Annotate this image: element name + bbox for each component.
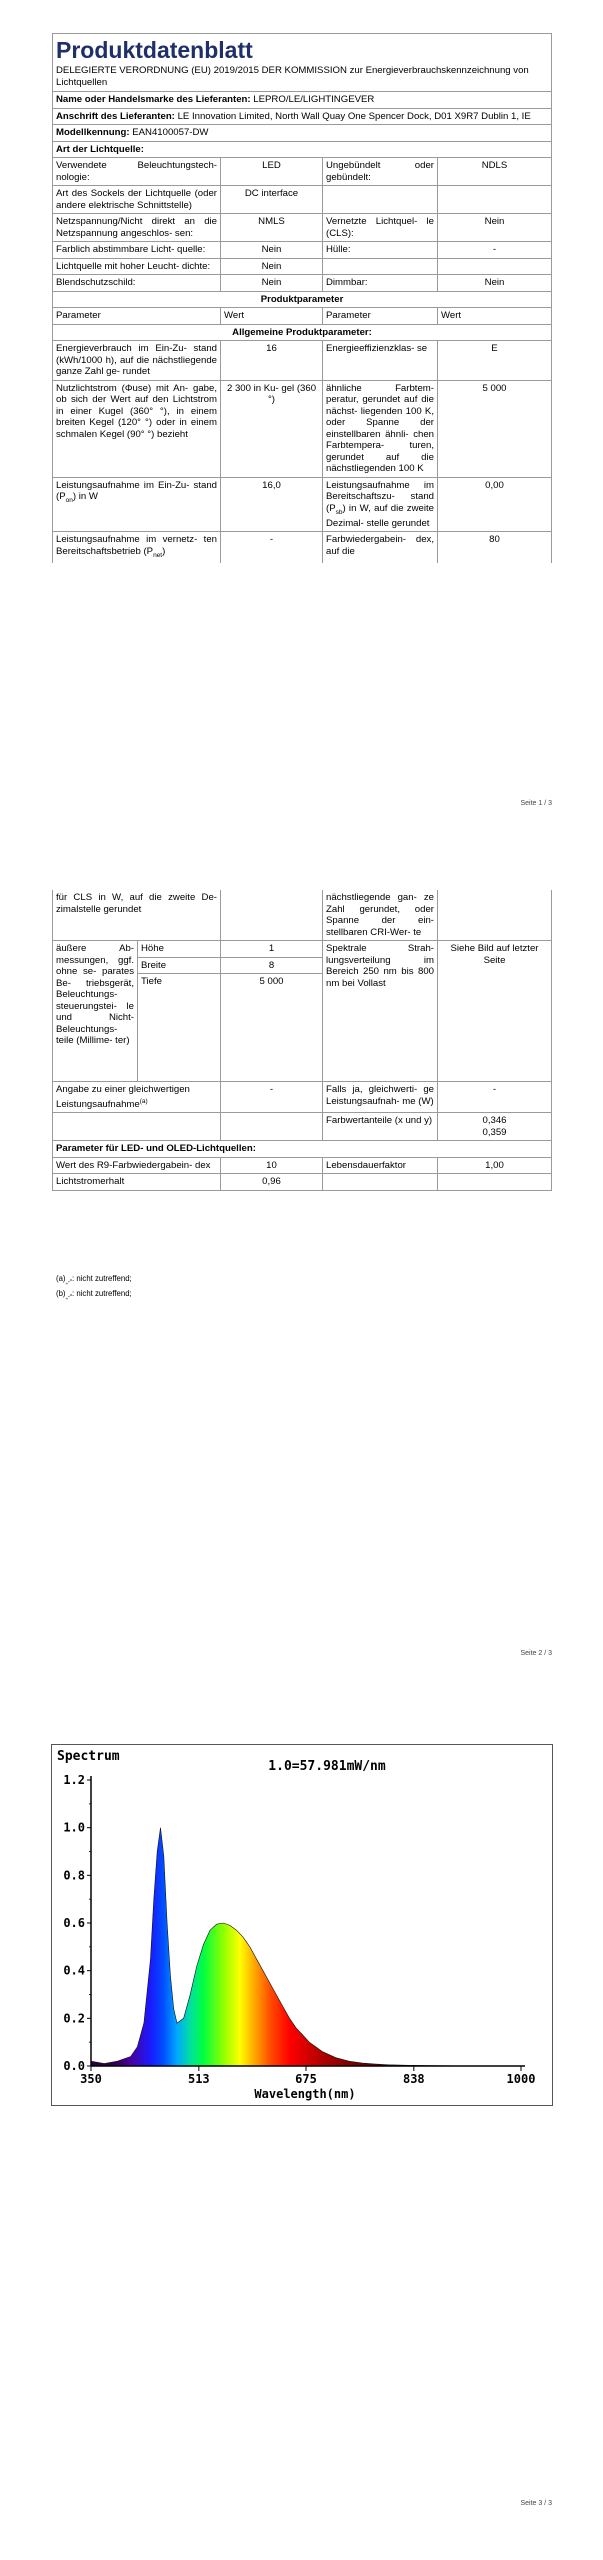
footnotes [56, 1273, 132, 1302]
empty-cell [438, 1174, 552, 1191]
product-parameters-header: Produktparameter [53, 291, 552, 308]
page-number: Seite 3 / 3 [520, 2500, 552, 2507]
x-tick-label: 675 [295, 2072, 317, 2086]
tunable-value: Nein [221, 242, 323, 259]
chart-annotation: 1.0=57.981mW/nm [268, 1759, 386, 1774]
column-header-parameter: Parameter [53, 308, 221, 325]
energy-consumption-value: 16 [221, 341, 323, 381]
y-tick-label: 0.0 [63, 2059, 85, 2073]
envelope-label: Hülle: [323, 242, 438, 259]
mains-value: NMLS [221, 214, 323, 242]
equivalent-power-label: Angabe zu einer gleichwertigen Leistungsaufnahme$^{(a)}$ [53, 1082, 221, 1113]
x-tick-label: 513 [187, 2072, 210, 2086]
useful-flux-label: Nutzlichtstrom (Φuse) mit An- gabe, ob sich der Wert auf den Lichtstrom in einer Kugel (360° °), in einem breiten Kegel (120° °) oder in einem schmalen Kegel (90° °) bezieht [53, 380, 221, 477]
address-label: Anschrift des Lieferanten: [56, 110, 175, 122]
cap-type-label: Art des Sockels der Lichtquelle (oder andere elektrische Schnittstelle) [53, 186, 221, 214]
technology-label: Verwendete Beleuchtungstech- nologie: [53, 158, 221, 186]
supplier-row [53, 92, 552, 109]
energy-consumption-label: Energieverbrauch im Ein-Zu- stand (kWh/1000 h), auf die nächstliegende ganze Zahl ge- rundet [53, 341, 221, 381]
light-source-type-header: Art der Lichtquelle: [53, 141, 552, 158]
survival-factor-value: 1,00 [438, 1157, 552, 1174]
energy-class-value: E [438, 341, 552, 381]
high-luminance-value: Nein [221, 258, 323, 275]
footnote-a: $(a)_{„-“}$: nicht zutreffend; [56, 1274, 132, 1286]
column-header-parameter: Parameter [323, 308, 438, 325]
y-tick-label: 1.2 [63, 1773, 85, 1787]
survival-factor-label: Lebensdauerfaktor [323, 1157, 438, 1174]
width-label: Breite [138, 957, 221, 974]
supplier-value: LEPRO/LE/LIGHTINGEVER [253, 94, 375, 105]
equivalent-power-w-label: Falls ja, gleichwerti- ge Leistungsaufnah- me (W) [323, 1082, 438, 1113]
footnote-b: $(b)_{„-“}$: nicht zutreffend; [56, 1288, 132, 1301]
spectrum-chart [51, 1744, 553, 2106]
empty-cell [438, 890, 552, 941]
envelope-value: - [438, 242, 552, 259]
y-tick-label: 1.0 [63, 1820, 85, 1835]
chart-title: Spectrum [57, 1749, 120, 1764]
height-label: Höhe [138, 941, 221, 958]
x-tick-label: 1000 [506, 2072, 536, 2086]
y-tick-label: 0.8 [63, 1868, 85, 1883]
page-2 [0, 850, 603, 1680]
general-parameters-header: Allgemeine Produktparameter: [53, 324, 552, 341]
empty-cell [221, 1113, 323, 1141]
technology-value: LED [221, 158, 323, 186]
empty-cell [323, 258, 438, 275]
empty-cell [323, 186, 438, 214]
cls-value: Nein [438, 214, 552, 242]
chromaticity-y: 0,359 [482, 1126, 507, 1138]
directional-label: Ungebündelt oder gebündelt: [323, 158, 438, 186]
r9-label: Wert des R9-Farbwiedergabein- dex [53, 1157, 221, 1174]
column-header-value: Wert [221, 308, 323, 325]
page-1 [0, 0, 603, 830]
dimmable-value: Nein [438, 275, 552, 292]
model-label: Modellkennung: [56, 127, 130, 138]
empty-cell [438, 186, 552, 214]
address-row [53, 108, 552, 125]
empty-cell [53, 1113, 221, 1141]
chromaticity-value [438, 1113, 552, 1141]
lumen-maintenance-label: Lichtstromerhalt [53, 1174, 221, 1191]
anti-glare-label: Blendschutzschild: [53, 275, 221, 292]
equivalent-power-w-value: - [438, 1082, 552, 1113]
depth-value: 5 000 [221, 974, 323, 1082]
column-header-value: Wert [438, 308, 552, 325]
cri-label: Farbwiedergabein- dex, auf die [323, 532, 438, 563]
page-3 [0, 1700, 603, 2560]
x-tick-label: 838 [402, 2072, 425, 2086]
regulation-subtitle: DELEGIERTE VERORDNUNG (EU) 2019/2015 DER KOMMISSION zur Energieverbrauchskennzeichnung von Lichtquellen [56, 65, 529, 88]
datasheet-table-2 [52, 890, 552, 1191]
on-mode-power-value: 16,0 [221, 477, 323, 532]
energy-class-label: Energieeffizienzklas- se [323, 341, 438, 381]
y-tick-label: 0.2 [63, 2011, 85, 2026]
datasheet-table-1 [52, 33, 552, 563]
depth-label: Tiefe [138, 974, 221, 1082]
cct-value: 5 000 [438, 380, 552, 477]
y-tick-label: 0.6 [63, 1916, 85, 1930]
anti-glare-value: Nein [221, 275, 323, 292]
cct-label: ähnliche Farbtem- peratur, gerundet auf die nächst- liegenden 100 K, oder Spanne der einstellbaren ähnli- chen Farbtempera- turen, gerundet auf die nächstliegenden 100 K [323, 380, 438, 477]
tunable-label: Farblich abstimmbare Licht- quelle: [53, 242, 221, 259]
directional-value: NDLS [438, 158, 552, 186]
width-value: 8 [221, 957, 323, 974]
model-row [53, 125, 552, 142]
address-value: LE Innovation Limited, North Wall Quay One Spencer Dock, D01 X9R7 Dublin 1, IE [177, 110, 531, 122]
useful-flux-value: 2 300 in Ku- gel (360 °) [221, 380, 323, 477]
spectral-label: Spektrale Strah- lungsverteilung im Bereich 250 nm bis 800 nm bei Vollast [323, 941, 438, 1082]
empty-cell [438, 258, 552, 275]
page-number: Seite 2 / 3 [520, 1650, 552, 1657]
chromaticity-label: Farbwertanteile (x und y) [323, 1113, 438, 1141]
networked-standby-label: Leistungsaufnahme im vernetz- ten Bereitschaftsbetrieb $(P_{net})$ [53, 532, 221, 563]
mains-label: Netzspannung/Nicht direkt an die Netzspannung angeschlos- sen: [53, 214, 221, 242]
spectral-value: Siehe Bild auf letzter Seite [438, 941, 552, 1082]
equivalent-power-value: - [221, 1082, 323, 1113]
networked-standby-value: - [221, 532, 323, 563]
supplier-label: Name oder Handelsmarke des Lieferanten: [56, 94, 251, 105]
cri-label-cont: nächstliegende gan- ze Zahl gerundet, oder Spanne der ein- stellbaren CRI-Wer- te [323, 890, 438, 941]
height-value: 1 [221, 941, 323, 958]
networked-standby-cont: für CLS in W, auf die zweite De- zimalstelle gerundet [53, 890, 221, 941]
model-value: EAN4100057-DW [132, 127, 209, 138]
high-luminance-label: Lichtquelle mit hoher Leucht- dichte: [53, 258, 221, 275]
empty-cell [323, 1174, 438, 1191]
on-mode-power-label: Leistungsaufnahme im Ein-Zu- stand $(P_{on})$ in W [53, 477, 221, 532]
dimensions-label: äußere Ab- messungen, ggf. ohne se- parates Be- triebsgerät, Beleuchtungs- steuerungstei- le und Nicht- Beleuchtungs- teile (Millime- ter) [53, 941, 138, 1082]
x-tick-label: 350 [80, 2072, 102, 2086]
cri-value: 80 [438, 532, 552, 563]
r9-value: 10 [221, 1157, 323, 1174]
x-axis-label: Wavelength(nm) [254, 2087, 356, 2101]
cls-label: Vernetzte Lichtquel- le (CLS): [323, 214, 438, 242]
chromaticity-x: 0,346 [482, 1115, 507, 1127]
cap-type-value: DC interface [221, 186, 323, 214]
standby-power-label: Leistungsaufnahme im Bereitschaftszu- stand $(P_{sb})$ in W, auf die zweite Dezimal- stelle gerundet [323, 477, 438, 532]
empty-cell [221, 890, 323, 941]
led-oled-header: Parameter für LED- und OLED-Lichtquellen: [53, 1141, 552, 1158]
standby-power-value: 0,00 [438, 477, 552, 532]
page-number: Seite 1 / 3 [520, 800, 552, 807]
y-tick-label: 0.4 [63, 1963, 85, 1978]
dimmable-label: Dimmbar: [323, 275, 438, 292]
document-title: Produktdatenblatt [56, 37, 253, 63]
lumen-maintenance-value: 0,96 [221, 1174, 323, 1191]
